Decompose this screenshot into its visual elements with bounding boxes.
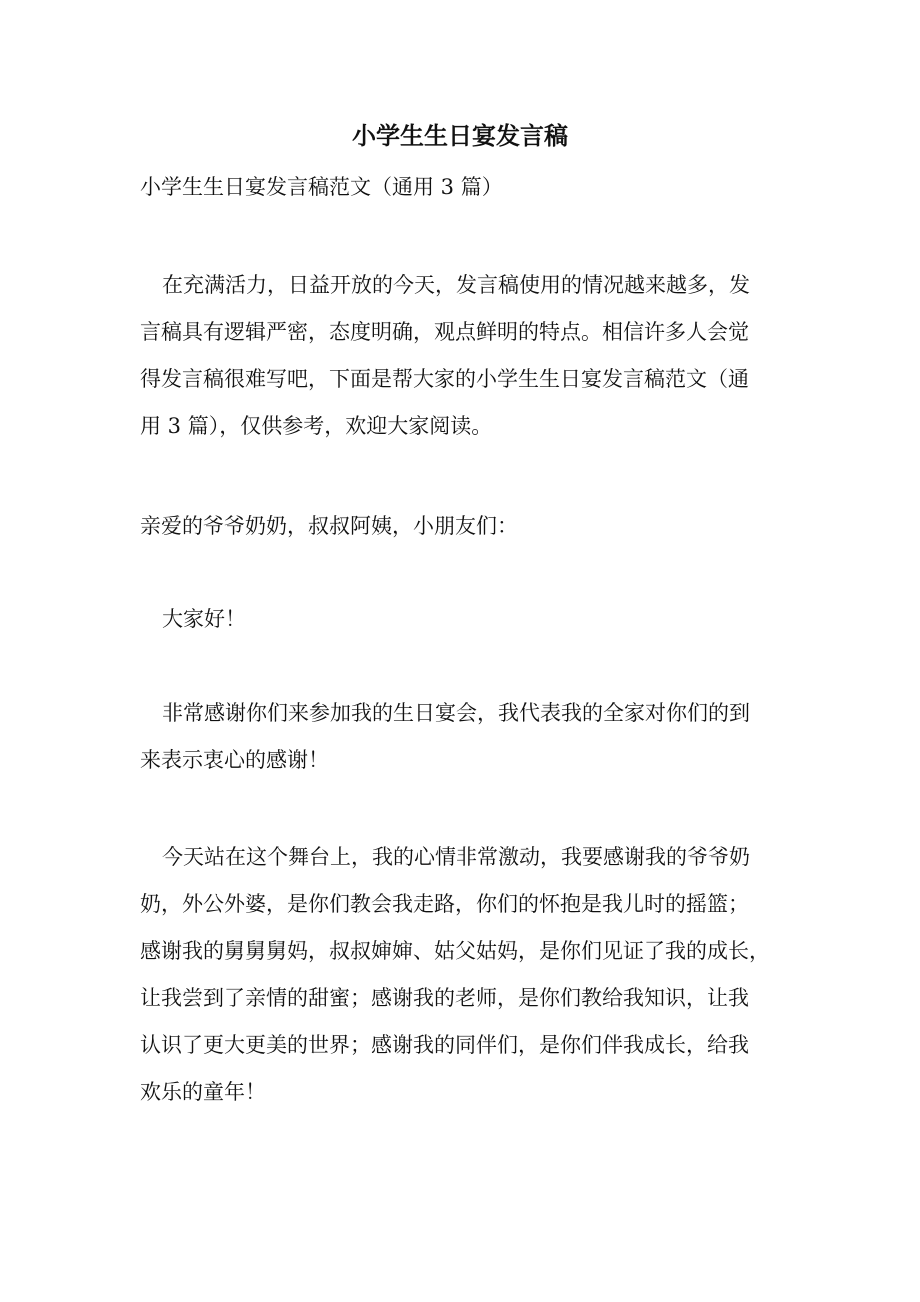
paragraph-line: 言稿具有逻辑严密，态度明确，观点鲜明的特点。相信许多人会觉 bbox=[140, 320, 749, 344]
paragraph-line: 认识了更大更美的世界；感谢我的同伴们，是你们伴我成长，给我 bbox=[140, 1033, 749, 1057]
gratitude-paragraph bbox=[140, 834, 780, 1116]
greeting-paragraph bbox=[140, 596, 780, 643]
paragraph-line: 奶，外公外婆，是你们教会我走路，你们的怀抱是我儿时的摇篮； bbox=[140, 892, 749, 916]
paragraph-line: 在充满活力，日益开放的今天，发言稿使用的情况越来越多，发 bbox=[162, 273, 750, 297]
paragraph-line: 今天站在这个舞台上，我的心情非常激动，我要感谢我的爷爷奶 bbox=[162, 845, 750, 869]
paragraph-line: 感谢我的舅舅舅妈，叔叔婶婶、姑父姑妈，是你们见证了我的成长， bbox=[140, 939, 770, 963]
thanks-paragraph bbox=[140, 690, 780, 784]
paragraph-line: 大家好！ bbox=[162, 607, 246, 631]
paragraph-line: 非常感谢你们来参加我的生日宴会，我代表我的全家对你们的到 bbox=[162, 701, 750, 725]
paragraph-line: 得发言稿很难写吧，下面是帮大家的小学生生日宴发言稿范文（通 bbox=[140, 367, 749, 391]
document-subtitle: 小学生生日宴发言稿范文（通用 3 篇） bbox=[140, 175, 503, 199]
salutation-paragraph bbox=[140, 503, 780, 550]
paragraph-line: 用 3 篇），仅供参考，欢迎大家阅读。 bbox=[140, 414, 493, 438]
intro-paragraph bbox=[140, 262, 780, 450]
paragraph-line: 亲爱的爷爷奶奶，叔叔阿姨，小朋友们： bbox=[140, 514, 518, 538]
paragraph-line: 来表示衷心的感谢！ bbox=[140, 748, 329, 772]
document-title: 小学生生日宴发言稿 bbox=[352, 122, 568, 150]
paragraph-line: 让我尝到了亲情的甜蜜；感谢我的老师，是你们教给我知识，让我 bbox=[140, 986, 749, 1010]
paragraph-line: 欢乐的童年！ bbox=[140, 1080, 266, 1104]
